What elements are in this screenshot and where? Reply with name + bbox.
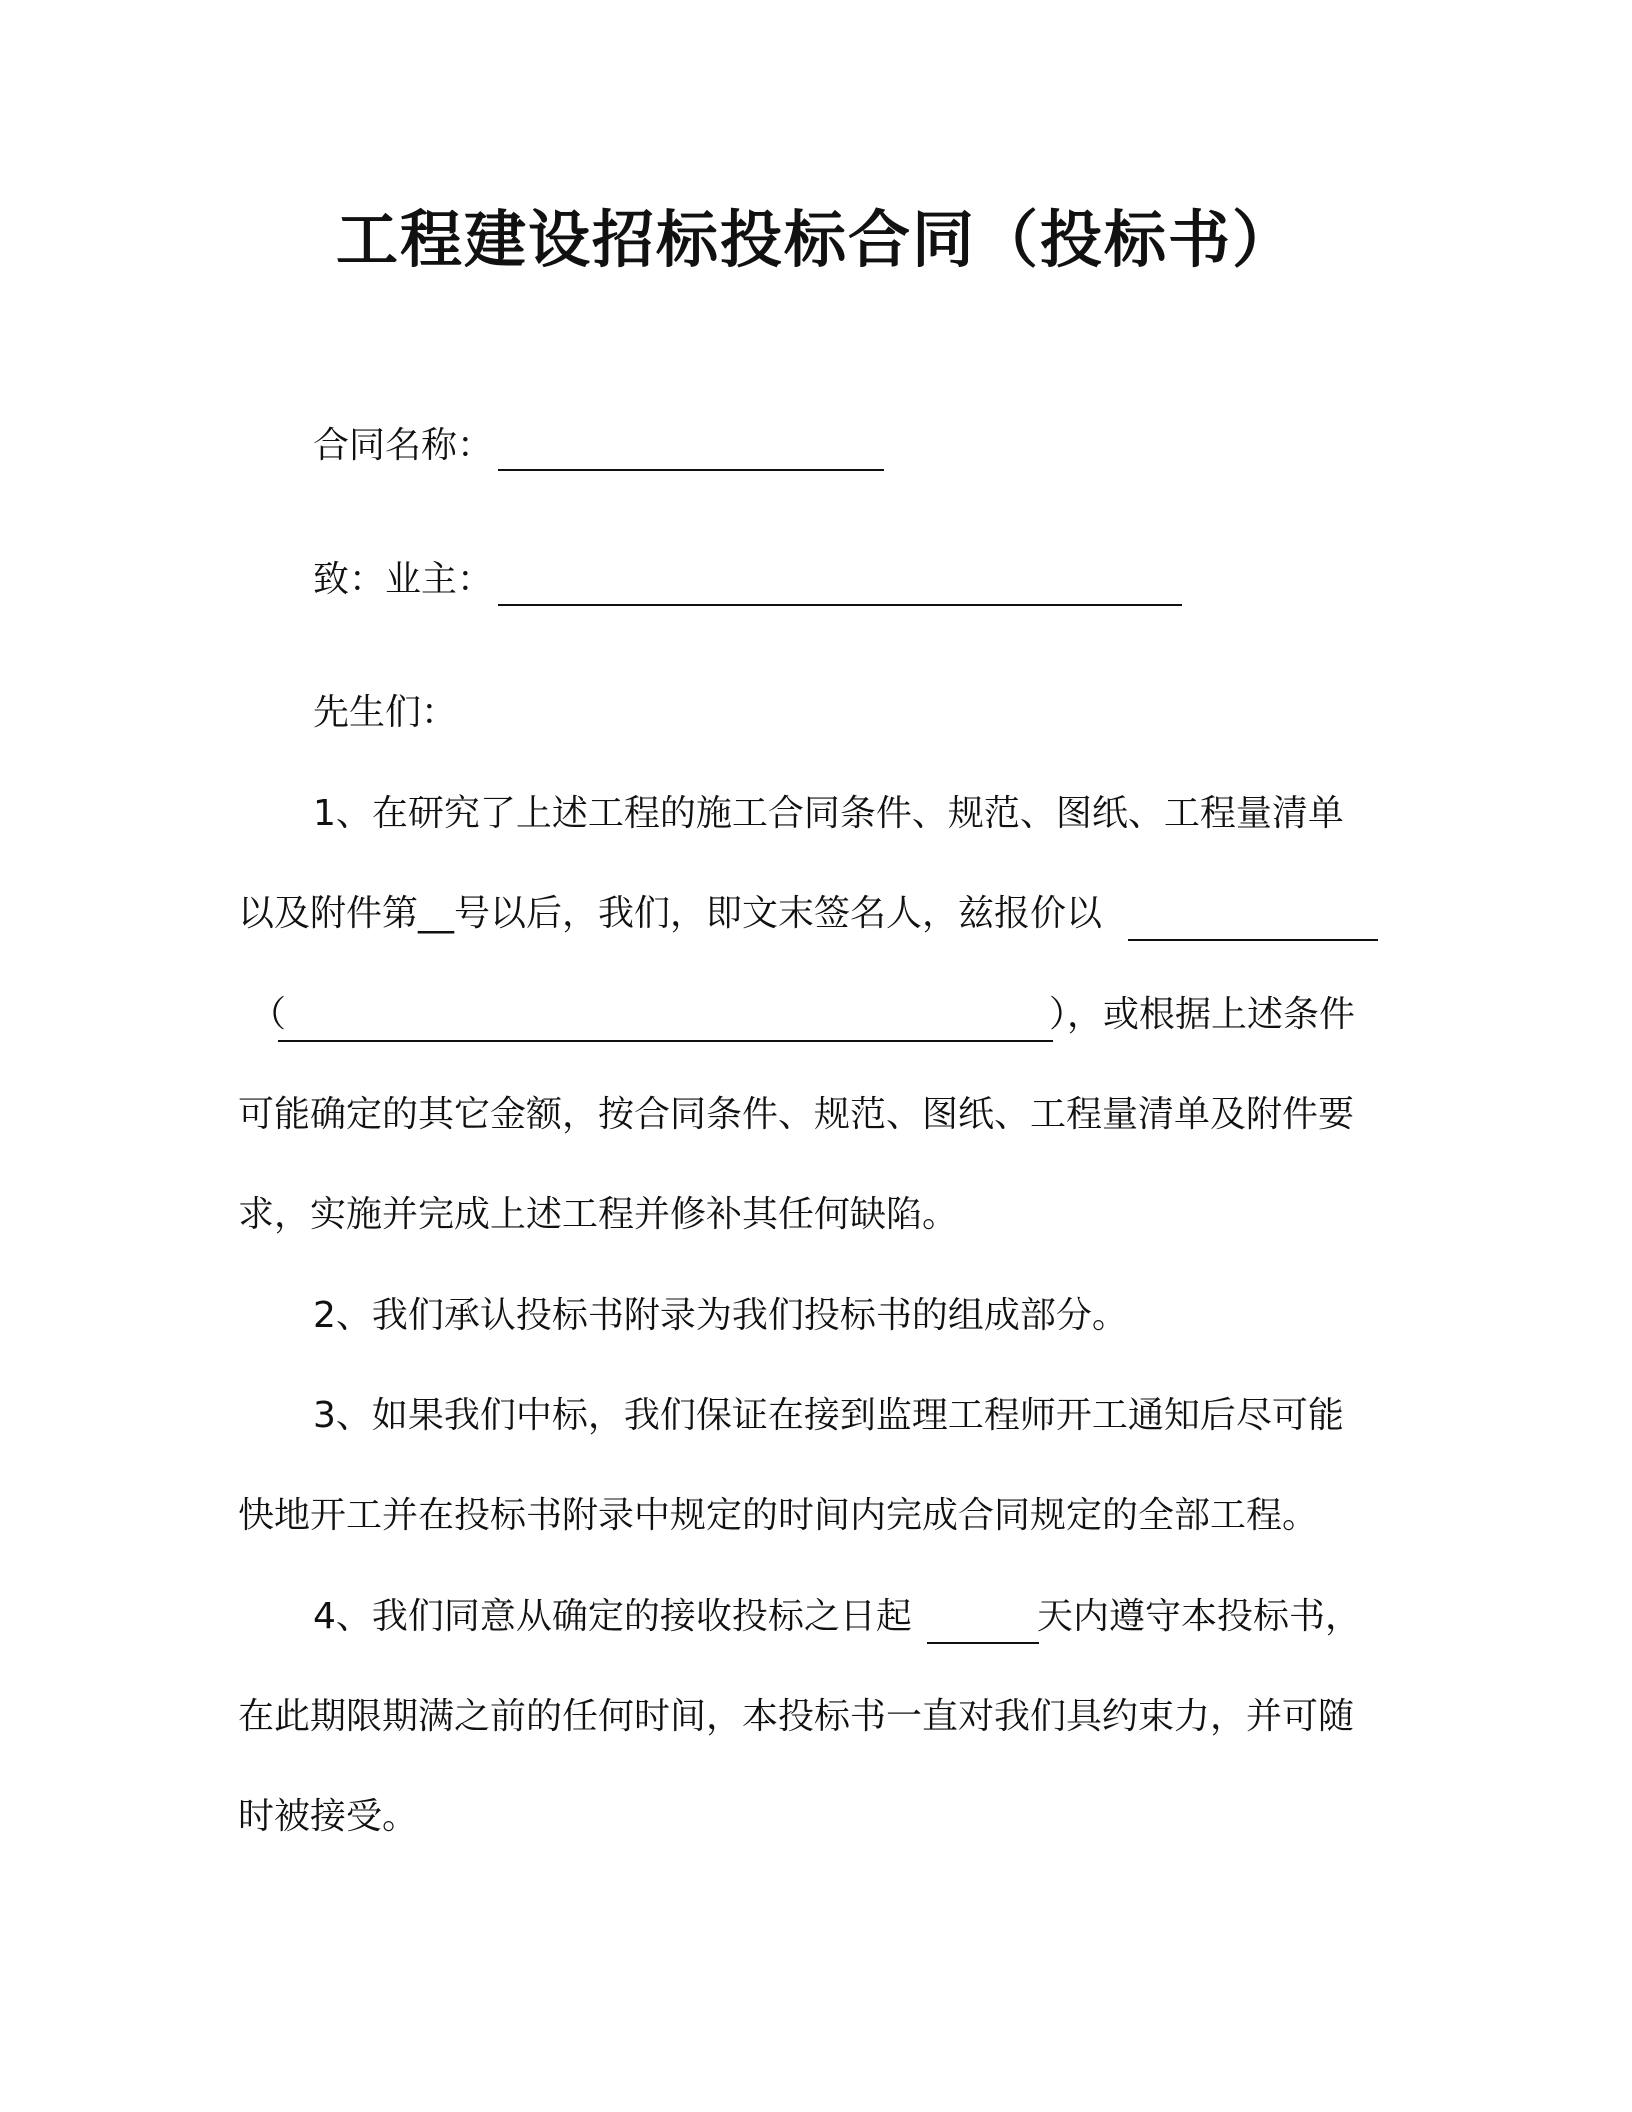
clause-1-line-2: 以及附件第__号以后，我们，即文末签名人，兹报价以 [238,893,1103,934]
clause-1-close-paren: ），或根据上述条件 [1049,994,1356,1035]
clause-3-line-1: 3、如果我们中标，我们保证在接到监理工程师开工通知后尽可能 [313,1395,1344,1436]
owner-blank[interactable] [498,604,1182,606]
clause-1-line-1: 1、在研究了上述工程的施工合同条件、规范、图纸、工程量清单 [313,793,1344,834]
clause-4-line-3: 时被接受。 [238,1796,419,1837]
bid-amount-blank[interactable] [1128,939,1378,941]
clause-4-line-1b: 天内遵守本投标书， [1037,1596,1362,1637]
clause-1-line-5: 求，实施并完成上述工程并修补其任何缺陷。 [238,1194,959,1235]
owner-label: 致：业主： [313,559,494,600]
clause-1-open-paren: （ [250,994,287,1035]
validity-days-blank[interactable] [927,1642,1039,1644]
contract-name-label: 合同名称： [313,425,494,466]
clause-4-line-1a: 4、我们同意从确定的接收投标之日起 [313,1596,912,1637]
clause-1-line-4: 可能确定的其它金额，按合同条件、规范、图纸、工程量清单及附件要 [238,1094,1355,1135]
clause-3-line-2: 快地开工并在投标书附录中规定的时间内完成合同规定的全部工程。 [238,1495,1319,1536]
salutation: 先生们： [313,692,458,733]
document-title: 工程建设招标投标合同（投标书） [335,203,1296,276]
bid-amount-words-blank[interactable] [278,1040,1053,1042]
clause-4-line-2: 在此期限期满之前的任何时间，本投标书一直对我们具约束力，并可随 [238,1696,1355,1737]
contract-name-blank[interactable] [498,469,884,471]
clause-2-line-1: 2、我们承认投标书附录为我们投标书的组成部分。 [313,1295,1128,1336]
